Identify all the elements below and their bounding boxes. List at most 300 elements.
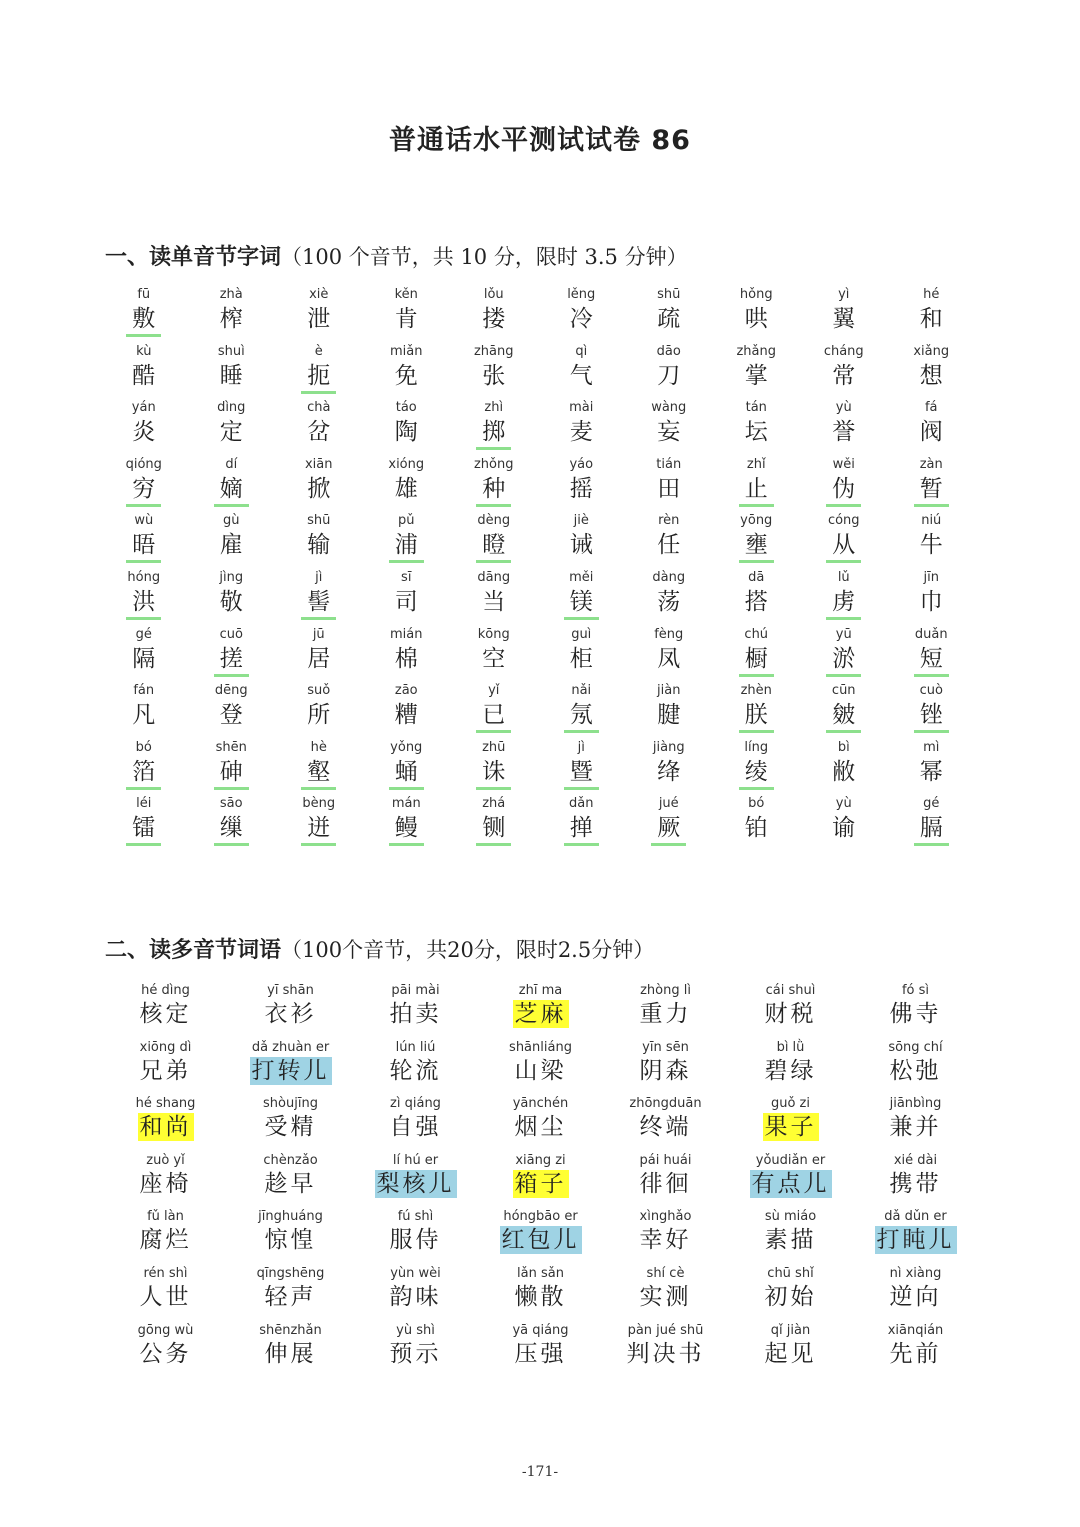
word: 梨核儿: [376, 1170, 455, 1197]
pinyin: bì: [837, 739, 850, 755]
word: 压强: [514, 1340, 567, 1367]
word-item: [728, 1094, 853, 1151]
pinyin: zhèn: [740, 683, 772, 699]
pinyin: fú shì: [397, 1209, 434, 1225]
hanzi: 已: [476, 700, 511, 733]
pinyin: hé dìng: [141, 983, 190, 998]
pinyin: hóng: [127, 569, 161, 585]
word: 终端: [639, 1114, 692, 1141]
word-item: [728, 1321, 853, 1378]
syllable-item: [100, 569, 188, 626]
pinyin: gù: [223, 513, 240, 529]
pinyin: mián: [390, 626, 423, 642]
hanzi: 牛: [919, 532, 943, 559]
syllable-item: [363, 682, 451, 739]
syllable-item: [363, 739, 451, 796]
syllable-item: [538, 682, 626, 739]
pinyin: jū: [312, 626, 325, 642]
pinyin: zhà: [219, 287, 243, 302]
hanzi: 淤: [826, 644, 861, 677]
hanzi: 砷: [214, 757, 249, 790]
syllable-item: [363, 286, 451, 343]
pinyin: zàn: [919, 456, 943, 472]
hanzi: 铡: [476, 813, 511, 846]
pinyin: mì: [923, 739, 940, 755]
hanzi: 诫: [569, 532, 593, 559]
word-item: [853, 1038, 978, 1095]
pinyin: zhì: [484, 400, 504, 416]
pinyin: xióng: [388, 456, 425, 472]
pinyin: cháng: [823, 343, 864, 359]
pinyin: wù: [134, 513, 154, 529]
word: 果子: [764, 1114, 817, 1141]
word-item: [228, 981, 353, 1038]
pinyin: hé: [923, 287, 940, 302]
syllable-item: [888, 286, 976, 343]
word-item: [603, 1151, 728, 1208]
hanzi: 掌: [744, 362, 768, 389]
word: 先前: [889, 1340, 942, 1367]
hanzi: 壑: [301, 757, 336, 790]
pinyin: zhū: [482, 739, 506, 755]
syllable-item: [888, 343, 976, 400]
hanzi: 搓: [214, 644, 249, 677]
syllable-item: [888, 739, 976, 796]
hanzi: 所: [307, 702, 331, 729]
syllable-item: [625, 739, 713, 796]
section1-grid: [100, 286, 975, 852]
syllable-item: [625, 456, 713, 513]
pinyin: pǔ: [398, 513, 415, 529]
word: 重力: [639, 1001, 692, 1027]
word: 韵味: [389, 1283, 442, 1310]
pinyin: lún liú: [395, 1039, 436, 1055]
syllable-item: [100, 286, 188, 343]
hanzi: 伪: [826, 474, 861, 507]
hanzi: 刀: [657, 362, 681, 389]
hanzi: 睡: [219, 362, 243, 389]
hanzi: 冷: [569, 306, 593, 332]
hanzi: 迸: [301, 813, 336, 846]
pinyin: shū: [657, 287, 681, 302]
pinyin: nǎi: [571, 683, 592, 699]
hanzi: 麦: [569, 419, 593, 446]
pinyin: dìng: [217, 400, 246, 416]
pinyin: bì lǜ: [776, 1039, 805, 1055]
pinyin: dāng: [477, 569, 511, 585]
pinyin: dā: [748, 569, 765, 585]
pinyin: xiān: [304, 456, 333, 472]
syllable-item: [450, 795, 538, 852]
word: 和尚: [139, 1114, 192, 1141]
hanzi: 雇: [219, 532, 243, 559]
syllable-item: [538, 456, 626, 513]
pinyin: dǎn: [569, 796, 594, 812]
word: 拍卖: [389, 1001, 442, 1027]
pinyin: yǒng: [390, 739, 423, 755]
word: 阴森: [639, 1057, 692, 1084]
hanzi: 绛: [657, 758, 681, 785]
pinyin: xié dài: [893, 1152, 938, 1168]
syllable-item: [188, 569, 276, 626]
word: 轮流: [389, 1057, 442, 1084]
syllable-item: [275, 399, 363, 456]
pinyin: bó: [748, 796, 765, 812]
pinyin: hé shang: [135, 1096, 196, 1112]
pinyin: jīnghuáng: [258, 1209, 323, 1225]
pinyin: zhá: [482, 796, 506, 812]
hanzi: 敬: [219, 588, 243, 615]
syllable-item: [888, 626, 976, 683]
pinyin: xiè: [309, 287, 329, 302]
syllable-item: [538, 512, 626, 569]
pinyin: gōng wù: [137, 1322, 194, 1338]
pinyin: miǎn: [390, 343, 423, 359]
word: 芝麻: [514, 1001, 567, 1027]
syllable-item: [625, 795, 713, 852]
pinyin: jì: [577, 739, 585, 755]
pinyin: fū: [137, 287, 151, 302]
hanzi: 荡: [657, 588, 681, 615]
pinyin: yōng: [740, 513, 773, 529]
syllable-item: [625, 512, 713, 569]
hanzi: 种: [476, 474, 511, 507]
hanzi: 登: [219, 702, 243, 729]
hanzi: 掷: [476, 417, 511, 450]
hanzi: 髻: [301, 587, 336, 620]
syllable-item: [888, 456, 976, 513]
pinyin: qǐ jiàn: [770, 1322, 811, 1338]
word-item: [103, 1321, 228, 1378]
pinyin: gé: [135, 626, 152, 642]
syllable-item: [188, 343, 276, 400]
word-item: [728, 1207, 853, 1264]
hanzi: 腱: [657, 702, 681, 729]
hanzi: 凡: [132, 702, 156, 729]
syllable-item: [450, 343, 538, 400]
word-item: [103, 1264, 228, 1321]
hanzi: 气: [569, 362, 593, 389]
word-item: [228, 1094, 353, 1151]
syllable-item: [713, 682, 801, 739]
pinyin: shuì: [217, 343, 245, 359]
pinyin: kōng: [477, 626, 510, 642]
word-item: [478, 1038, 603, 1095]
pinyin: dàng: [652, 569, 686, 585]
word-item: [228, 1264, 353, 1321]
pinyin: fán: [133, 683, 155, 699]
syllable-item: [800, 569, 888, 626]
syllable-item: [450, 512, 538, 569]
syllable-item: [538, 343, 626, 400]
hanzi: 常: [832, 362, 856, 389]
hanzi: 搭: [744, 588, 768, 615]
syllable-item: [800, 286, 888, 343]
word: 轻声: [264, 1283, 317, 1310]
pinyin: pāi mài: [391, 983, 440, 998]
word-item: [353, 1264, 478, 1321]
pinyin: xiāng zi: [515, 1152, 566, 1168]
word: 起见: [764, 1340, 817, 1367]
pinyin: hè: [310, 739, 327, 755]
pinyin: yù: [835, 796, 852, 812]
syllable-item: [450, 682, 538, 739]
word-item: [728, 981, 853, 1038]
word: 判决书: [626, 1340, 705, 1367]
pinyin: lěng: [567, 287, 596, 302]
hanzi: 朕: [739, 700, 774, 733]
pinyin: yùn wèi: [390, 1265, 441, 1281]
word-item: [603, 1207, 728, 1264]
pinyin: wàng: [651, 400, 687, 416]
page-title: 普通话水平测试试卷 86: [389, 125, 691, 156]
hanzi: 诛: [476, 757, 511, 790]
word: 打转儿: [251, 1057, 330, 1084]
pinyin: chà: [307, 400, 331, 416]
hanzi: 凤: [657, 645, 681, 672]
pinyin: yán: [131, 400, 156, 416]
pinyin: dèng: [477, 513, 511, 529]
hanzi: 浦: [389, 530, 424, 563]
syllable-item: [275, 456, 363, 513]
pinyin: zuò yǐ: [146, 1152, 185, 1168]
pinyin: shū: [307, 513, 331, 529]
pinyin: cái shuì: [765, 983, 816, 998]
pinyin: rèn: [658, 513, 680, 529]
syllable-item: [100, 626, 188, 683]
pinyin: niú: [921, 513, 942, 529]
pinyin: zhǒng: [473, 456, 514, 472]
word-item: [353, 1321, 478, 1378]
word-item: [228, 1151, 353, 1208]
pinyin: nì xiàng: [889, 1265, 942, 1281]
word-item: [478, 1264, 603, 1321]
syllable-item: [188, 795, 276, 852]
hanzi: 短: [914, 644, 949, 677]
pinyin: gé: [923, 796, 940, 812]
syllable-item: [800, 795, 888, 852]
word: 趁早: [264, 1170, 317, 1197]
word: 服侍: [389, 1227, 442, 1254]
pinyin: dí: [225, 456, 238, 472]
hanzi: 敷: [126, 304, 161, 337]
hanzi: 柜: [569, 645, 593, 672]
syllable-item: [100, 795, 188, 852]
syllable-item: [450, 569, 538, 626]
hanzi: 田: [657, 475, 681, 502]
word-item: [478, 1094, 603, 1151]
pinyin: chú: [744, 626, 769, 642]
pinyin: bó: [135, 739, 152, 755]
hanzi: 橱: [739, 644, 774, 677]
pinyin: xìnghǎo: [639, 1209, 692, 1225]
hanzi: 虏: [826, 587, 861, 620]
word: 腐烂: [139, 1227, 192, 1254]
pinyin: léi: [136, 796, 152, 812]
hanzi: 岔: [307, 419, 331, 446]
pinyin: xiōng dì: [139, 1039, 192, 1055]
hanzi: 洪: [126, 587, 161, 620]
pinyin: yáo: [569, 456, 594, 472]
pinyin: táo: [395, 400, 417, 416]
pinyin: yù shì: [396, 1322, 435, 1338]
hanzi: 镁: [564, 587, 599, 620]
word-item: [103, 981, 228, 1038]
word: 幸好: [639, 1227, 692, 1254]
pinyin: líng: [744, 739, 769, 755]
hanzi: 定: [219, 419, 243, 446]
word: 核定: [139, 1001, 192, 1027]
hanzi: 膈: [914, 813, 949, 846]
word-item: [228, 1207, 353, 1264]
pinyin: zhāng: [473, 343, 514, 359]
word-item: [353, 1207, 478, 1264]
hanzi: 妄: [657, 419, 681, 446]
word-item: [228, 1321, 353, 1378]
pinyin: cuò: [919, 683, 943, 699]
pinyin: sī: [401, 569, 412, 585]
syllable-item: [188, 626, 276, 683]
pinyin: yā qiáng: [512, 1322, 569, 1338]
word: 兄弟: [139, 1057, 192, 1084]
syllable-item: [450, 626, 538, 683]
pinyin: xiǎng: [913, 343, 950, 359]
hanzi: 哄: [744, 306, 768, 332]
hanzi: 居: [307, 645, 331, 672]
word-item: [478, 1151, 603, 1208]
word: 有点儿: [751, 1170, 830, 1197]
hanzi: 皴: [826, 700, 861, 733]
word: 受精: [264, 1114, 317, 1141]
word: 初始: [764, 1283, 817, 1310]
word: 财税: [764, 1001, 817, 1027]
pinyin: yì: [838, 287, 850, 302]
hanzi: 暂: [914, 474, 949, 507]
pinyin: chū shǐ: [767, 1265, 814, 1281]
syllable-item: [625, 626, 713, 683]
hanzi: 泄: [307, 306, 331, 332]
word-item: [353, 1094, 478, 1151]
pinyin: měi: [569, 569, 594, 585]
hanzi: 掀: [307, 475, 331, 502]
hanzi: 糟: [394, 702, 418, 729]
word: 红包儿: [501, 1227, 580, 1254]
word-item: [853, 1151, 978, 1208]
pinyin: shòujīng: [263, 1096, 318, 1112]
syllable-item: [188, 682, 276, 739]
syllable-item: [100, 343, 188, 400]
syllable-item: [625, 286, 713, 343]
pinyin: jì: [315, 569, 323, 585]
syllable-item: [625, 343, 713, 400]
syllable-item: [713, 512, 801, 569]
hanzi: 棉: [394, 645, 418, 672]
syllable-item: [100, 512, 188, 569]
hanzi: 锉: [914, 700, 949, 733]
hanzi: 暨: [564, 757, 599, 790]
word: 素描: [764, 1227, 817, 1254]
pinyin: jiānbìng: [889, 1096, 942, 1112]
pinyin: lǎn sǎn: [517, 1265, 564, 1281]
hanzi: 止: [739, 474, 774, 507]
section2-note: （100个音节，共20分，限时2.5分钟）: [281, 938, 655, 962]
pinyin: yī shān: [267, 983, 314, 998]
pinyin: qīngshēng: [256, 1265, 325, 1281]
hanzi: 箔: [126, 757, 161, 790]
pinyin: duǎn: [914, 626, 948, 642]
section1-note: （100 个音节，共 10 分，限时 3.5 分钟）: [281, 245, 688, 269]
syllable-item: [100, 682, 188, 739]
syllable-item: [100, 456, 188, 513]
word-item: [603, 1038, 728, 1095]
syllable-item: [275, 795, 363, 852]
pinyin: kěn: [394, 287, 418, 302]
hanzi: 疏: [657, 306, 681, 332]
syllable-item: [800, 512, 888, 569]
pinyin: rén shì: [143, 1265, 188, 1281]
word: 实测: [639, 1283, 692, 1310]
syllable-item: [363, 456, 451, 513]
syllable-item: [363, 626, 451, 683]
syllable-item: [625, 399, 713, 456]
pinyin: zhōngduān: [629, 1096, 702, 1112]
word: 伸展: [264, 1340, 317, 1367]
syllable-item: [363, 399, 451, 456]
word: 人世: [139, 1283, 192, 1310]
pinyin: zāo: [394, 683, 418, 699]
pinyin: pái huái: [639, 1152, 692, 1168]
word-item: [853, 1321, 978, 1378]
pinyin: yīn sēn: [642, 1039, 689, 1055]
syllable-item: [538, 739, 626, 796]
pinyin: dǎ zhuàn er: [251, 1039, 330, 1055]
pinyin: shēnzhǎn: [259, 1322, 322, 1338]
hanzi: 空: [482, 645, 506, 672]
pinyin: yù: [835, 400, 852, 416]
pinyin: mán: [391, 796, 421, 812]
pinyin: shēn: [215, 739, 247, 755]
word: 自强: [389, 1114, 442, 1141]
hanzi: 铂: [744, 815, 768, 842]
section2-label: 二、读多音节词语: [105, 938, 282, 963]
syllable-item: [275, 682, 363, 739]
hanzi: 誉: [832, 419, 856, 446]
pinyin: guì: [571, 626, 592, 642]
word: 惊惶: [264, 1227, 317, 1254]
syllable-item: [888, 569, 976, 626]
pinyin: suǒ: [307, 683, 331, 699]
pinyin: lǒu: [483, 287, 504, 302]
pinyin: mài: [569, 400, 594, 416]
pinyin: guǒ zi: [770, 1096, 810, 1112]
hanzi: 晤: [126, 530, 161, 563]
word: 佛寺: [889, 1001, 942, 1027]
pinyin: zhǎng: [736, 343, 777, 359]
syllable-item: [188, 456, 276, 513]
syllable-item: [538, 626, 626, 683]
pinyin: hóngbāo er: [503, 1209, 578, 1225]
hanzi: 张: [482, 362, 506, 389]
pinyin: fá: [924, 400, 938, 416]
word: 兼并: [889, 1114, 942, 1141]
word: 衣衫: [264, 1001, 317, 1027]
pinyin: zhī ma: [518, 983, 563, 998]
pinyin: dǎ dǔn er: [884, 1209, 947, 1225]
pinyin: yǐ: [488, 683, 500, 699]
syllable-item: [450, 456, 538, 513]
syllable-item: [188, 286, 276, 343]
section1-heading: [105, 240, 688, 271]
